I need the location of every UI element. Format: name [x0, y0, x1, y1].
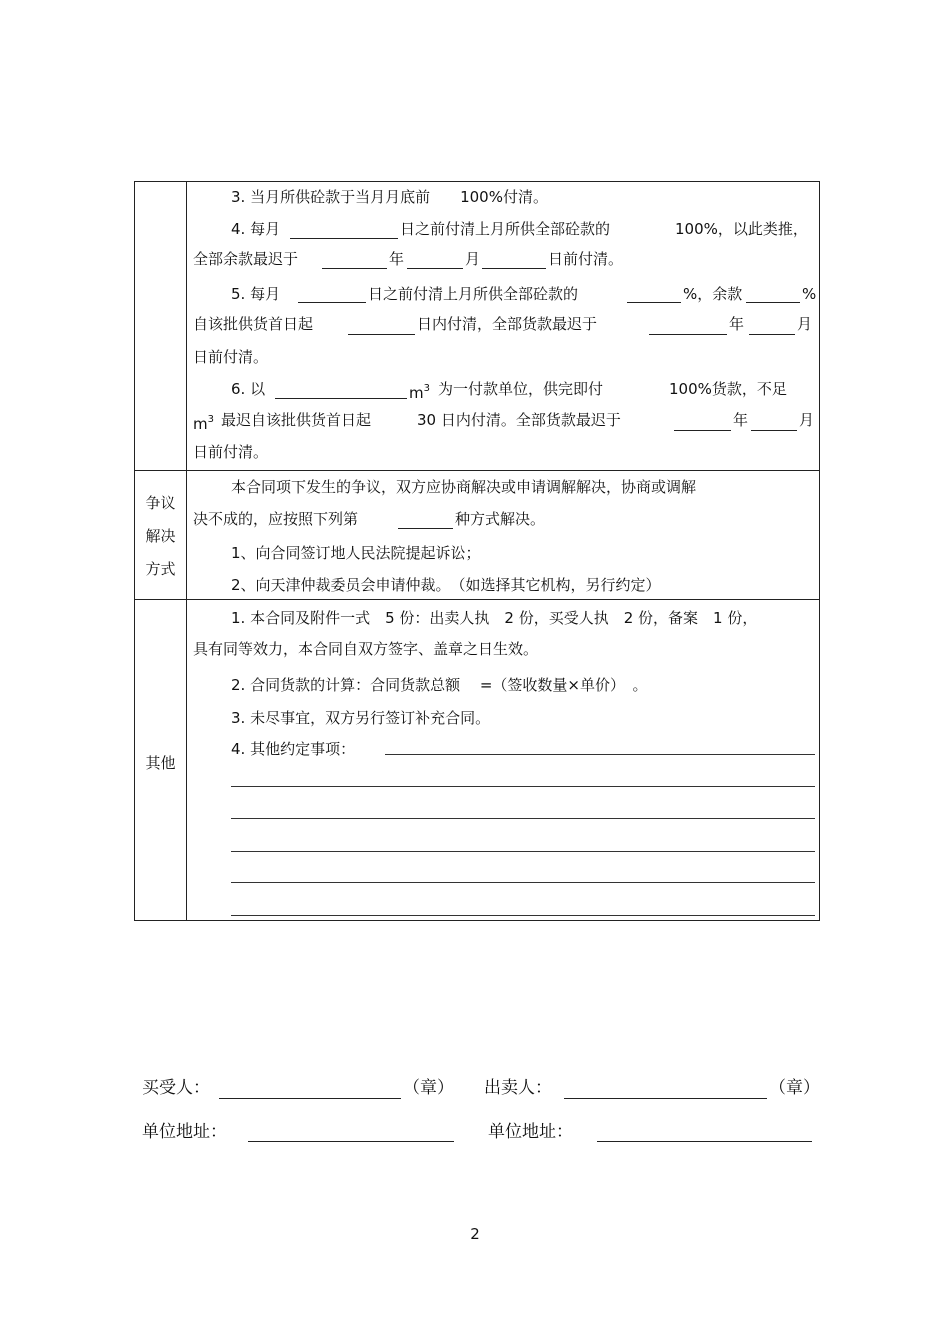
buyer-address-field[interactable] — [248, 1141, 454, 1142]
dispute-option-2: 2、向天津仲裁委员会申请仲裁。 （如选择其它机构，另行约定） — [231, 576, 661, 594]
buyer-address-label: 单位地址： — [142, 1122, 227, 1142]
payment-item-5-text: 5. 每月 — [231, 285, 281, 303]
seller-address-label: 单位地址： — [488, 1122, 573, 1142]
payment-item-5-text: 日前付清。 — [193, 348, 269, 366]
other-item-2: 2. 合同货款的计算：合同货款总额 =（签收数量×单价） 。 — [231, 676, 648, 694]
other-item-1: 1. 本合同及附件一式 5 份：出卖人执 2 份，买受人执 2 份，备案 1 份， — [231, 609, 758, 627]
other-item-1: 具有同等效力，本合同自双方签字、盖章之日生效。 — [193, 640, 539, 658]
payment-item-5-text: 日内付清，全部货款最迟于 — [417, 315, 598, 333]
payment-item-5-text: 自该批供货首日起 — [193, 315, 314, 333]
blank-field[interactable] — [649, 334, 727, 335]
blank-field[interactable] — [290, 238, 398, 239]
write-in-line[interactable] — [231, 882, 815, 883]
payment-item-4-text: 100%，以此类推， — [675, 220, 808, 238]
blank-field[interactable] — [348, 334, 415, 335]
blank-field[interactable] — [398, 528, 453, 529]
dispute-text: 决不成的，应按照下列第 — [193, 510, 359, 528]
year-label: 年 — [733, 411, 749, 429]
dispute-text: 本合同项下发生的争议，双方应协商解决或申请调解解决，协商或调解 — [231, 478, 697, 496]
payment-item-5-text: %，余款 — [683, 285, 743, 303]
payment-item-4-text: 日之前付清上月所供全部砼款的 — [400, 220, 611, 238]
seller-seal: （章） — [769, 1078, 820, 1098]
contract-table — [134, 181, 820, 921]
write-in-line[interactable] — [231, 786, 815, 787]
write-in-line[interactable] — [385, 754, 815, 755]
payment-item-6-text: 日前付清。 — [193, 443, 269, 461]
blank-field[interactable] — [298, 302, 366, 303]
payment-item-6-text: 6. 以 — [231, 380, 266, 398]
blank-field[interactable] — [749, 334, 795, 335]
payment-item-4-text: 全部余款最迟于 — [193, 250, 299, 268]
month-label: 月 — [799, 411, 815, 429]
dispute-label: 解决 — [145, 527, 176, 545]
payment-item-6-text: 最迟自该批供货首日起 — [221, 411, 372, 429]
year-label: 年 — [389, 250, 405, 268]
payment-item-4-text: 日前付清。 — [548, 250, 624, 268]
buyer-signature-field[interactable] — [219, 1098, 401, 1099]
month-label: 月 — [797, 315, 813, 333]
dispute-label: 方式 — [145, 560, 176, 578]
blank-field[interactable] — [627, 302, 681, 303]
payment-item-4-text: 4. 每月 — [231, 220, 281, 238]
blank-field[interactable] — [322, 268, 387, 269]
other-item-3: 3. 未尽事宜，双方另行签订补充合同。 — [231, 709, 491, 727]
blank-field[interactable] — [674, 430, 731, 431]
buyer-label: 买受人： — [142, 1078, 210, 1098]
seller-label: 出卖人： — [484, 1078, 552, 1098]
payment-item-6-text: 30 日内付清。全部货款最迟于 — [417, 411, 621, 429]
cubic-meter-unit: $m^3$ — [193, 414, 214, 433]
write-in-line[interactable] — [231, 818, 815, 819]
dispute-text: 种方式解决。 — [455, 510, 546, 528]
write-in-line[interactable] — [231, 915, 815, 916]
blank-field[interactable] — [275, 398, 407, 399]
payment-item-6-text: 为一付款单位，供完即付 — [438, 380, 604, 398]
year-label: 年 — [729, 315, 745, 333]
row-divider — [135, 599, 819, 600]
buyer-seal: （章） — [403, 1078, 454, 1098]
blank-field[interactable] — [751, 430, 797, 431]
column-divider — [186, 182, 187, 920]
write-in-line[interactable] — [231, 851, 815, 852]
page-number: 2 — [470, 1225, 480, 1243]
blank-field[interactable] — [482, 268, 546, 269]
seller-signature-field[interactable] — [564, 1098, 767, 1099]
payment-item-5-text: 日之前付清上月所供全部砼款的 — [368, 285, 579, 303]
blank-field[interactable] — [407, 268, 463, 269]
payment-item-3: 3. 当月所供砼款于当月月底前 100%付清。 — [231, 188, 548, 206]
cubic-meter-unit: $m^3$ — [409, 383, 430, 402]
row-divider — [135, 470, 819, 471]
dispute-label: 争议 — [145, 494, 176, 512]
month-label: 月 — [465, 250, 481, 268]
seller-address-field[interactable] — [597, 1141, 812, 1142]
other-item-4: 4. 其他约定事项： — [231, 740, 356, 758]
payment-item-6-text: 100%货款，不足 — [669, 380, 787, 398]
blank-field[interactable] — [746, 302, 800, 303]
dispute-option-1: 1、向合同签订地人民法院提起诉讼； — [231, 544, 481, 562]
percent-sign: % — [802, 285, 817, 303]
other-label: 其他 — [145, 754, 176, 772]
